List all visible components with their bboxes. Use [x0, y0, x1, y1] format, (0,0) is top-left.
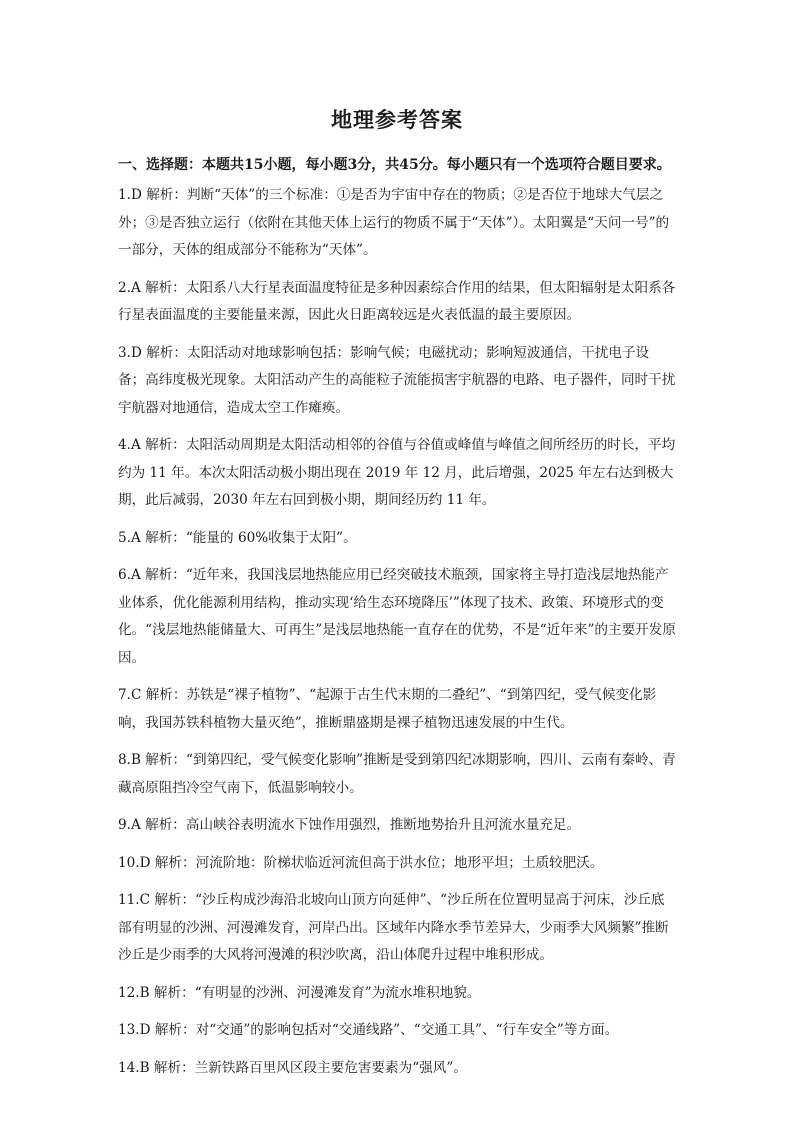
answer-item-1: 1.D 解析：判断“天体”的三个标准：①是否为宇宙中存在的物质；②是否位于地球大气层之外；③是否独立运行（依附在其他天体上运行的物质不属于“天体”）。太阳翼是“天问一号”的一部分，天体的组成部分不能称为“天体”。: [118, 187, 670, 258]
answer-item-4: 4.A 解析：太阳活动周期是太阳活动相邻的谷值与谷值或峰值与峰值之间所经历的时长，平均约为 11 年。本次太阳活动极小期出现在 2019 年 12 月，此后增强，2025 年左右达到极大期，此后减弱，2030 年左右回到极小期，期间经历约 11 年。: [118, 437, 676, 508]
answer-item-6: 6.A 解析：“近年来，我国浅层地热能应用已经突破技术瓶颈，国家将主导打造浅层地热能产业体系，优化能源利用结构，推动实现‘给生态环境降压’”体现了技术、政策、环境形式的变化。“浅层地热能储量大、可再生”是浅层地热能一直存在的优势，不是“近年来”的主要开发原因。: [118, 567, 676, 666]
answer-list: [118, 182, 676, 1092]
answer-item-7: 7.C 解析：苏铁是“裸子植物”、“起源于古生代末期的二叠纪”、“到第四纪，受气候变化影响，我国苏铁科植物大量灭绝”，推断鼎盛期是裸子植物迅速发展的中生代。: [118, 687, 657, 731]
answer-item-9: 9.A 解析：高山峡谷表明流水下蚀作用强烈，推断地势抬升且河流水量充足。: [118, 817, 581, 833]
section-heading: 一、选择题：本题共15小题，每小题3分，共45分。每小题只有一个选项符合题目要求。: [118, 157, 671, 173]
answer-item-13: 13.D 解析：对“交通”的影响包括对“交通线路”、“交通工具”、“行车安全”等方面。: [118, 1022, 619, 1038]
answer-item-5: 5.A 解析：“能量的 60%收集于太阳”。: [118, 529, 357, 546]
answer-item-14: 14.B 解析：兰新铁路百里风区段主要危害要素为“强风”。: [118, 1059, 467, 1076]
answer-item-8: 8.B 解析：“到第四纪，受气候变化影响”推断是受到第四纪冰期影响，四川、云南有秦岭、青藏高原阻挡冷空气南下，低温影响较小。: [118, 752, 676, 796]
answer-item-10: 10.D 解析：河流阶地：阶梯状临近河流但高于洪水位；地形平坦；土质较肥沃。: [118, 854, 604, 871]
answer-item-2: 2.A 解析：太阳系八大行星表面温度特征是多种因素综合作用的结果，但太阳辐射是太阳系各行星表面温度的主要能量来源，因此火日距离较远是火表低温的最主要原因。: [118, 279, 676, 323]
answer-item-11: 11.C 解析：“沙丘构成沙海沿北坡向山顶方向延伸”、“沙丘所在位置明显高于河床，沙丘底部有明显的沙洲、河漫滩发育，河岸凸出。区域年内降水季节差异大，少雨季大风频繁”推断沙丘是少雨季的大风将河漫滩的积沙吹离，沿山体爬升过程中堆积形成。: [118, 892, 669, 963]
page-title: 地理参考答案: [331, 107, 463, 132]
answer-item-3: 3.D 解析：太阳活动对地球影响包括：影响气候；电磁扰动；影响短波通信，干扰电子设备；高纬度极光现象。太阳活动产生的高能粒子流能损害宇航器的电路、电子器件，同时干扰宇航器对地通信，造成太空工作瘫痪。: [118, 344, 676, 416]
answer-item-12: 12.B 解析：“有明显的沙洲、河漫滩发育”为流水堆积地貌。: [118, 984, 481, 1001]
